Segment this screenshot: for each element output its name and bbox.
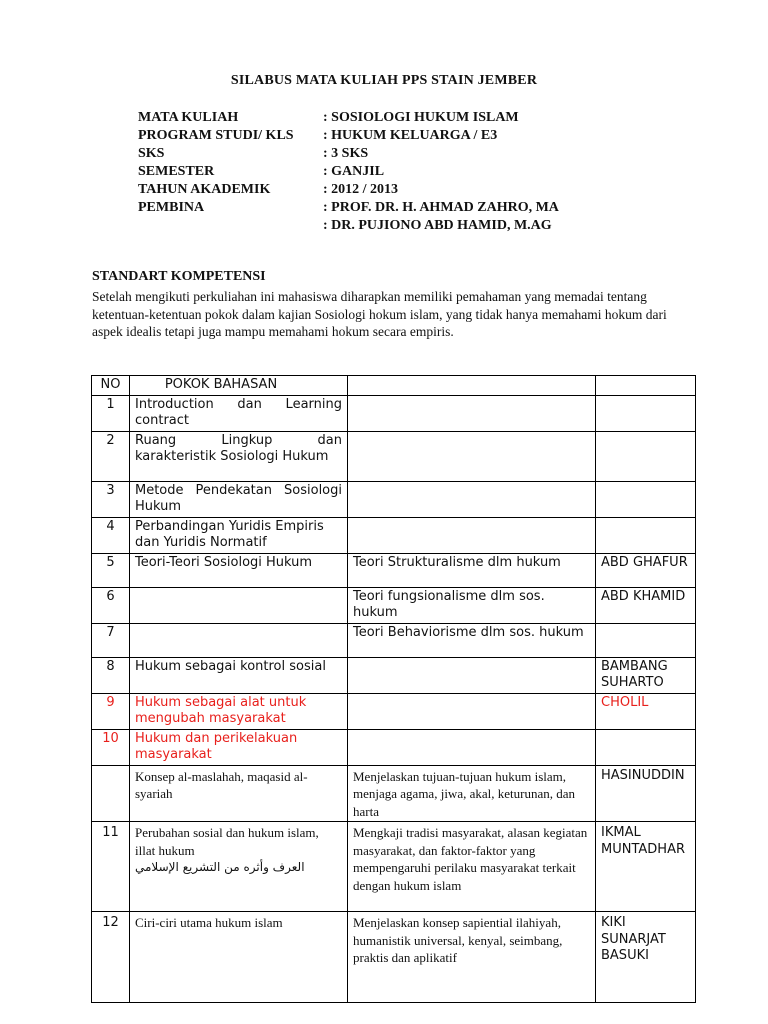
row-detail [348, 431, 596, 481]
header-no: NO [92, 376, 130, 396]
header-presenter [596, 376, 696, 396]
info-label: SEMESTER [138, 164, 215, 179]
table-row [92, 395, 696, 431]
row-topic: Ciri-ciri utama hukum islam [130, 912, 348, 1003]
row-detail [348, 395, 596, 431]
row-presenter [596, 623, 696, 657]
row-detail [348, 517, 596, 553]
row-detail [348, 481, 596, 517]
row-presenter [596, 481, 696, 517]
table-row-highlighted [92, 693, 696, 729]
info-row-semester [138, 163, 559, 181]
row-topic: Hukum sebagai alat untuk mengubah masyarakat [130, 693, 348, 729]
row-no: 5 [92, 553, 130, 587]
row-presenter [596, 517, 696, 553]
row-topic: Perbandingan Yuridis Empiris dan Yuridis Normatif [130, 517, 348, 553]
row-no: 12 [92, 912, 130, 1003]
info-label: TAHUN AKADEMIK [138, 182, 271, 197]
info-label: PEMBINA [138, 200, 205, 215]
row-topic-arabic: العرف وأثره من التشريع الإسلامي [135, 860, 305, 874]
info-label: MATA KULIAH [138, 110, 239, 125]
row-presenter: KIKI SUNARJAT BASUKI [596, 912, 696, 1003]
row-presenter: CHOLIL [596, 693, 696, 729]
header-topic: POKOK BAHASAN [130, 376, 348, 396]
info-row-sks [138, 145, 559, 163]
row-no: 1 [92, 395, 130, 431]
row-no [92, 765, 130, 822]
info-value: : SOSIOLOGI HUKUM ISLAM [323, 110, 519, 125]
info-value: : 2012 / 2013 [323, 182, 399, 197]
table-row [92, 623, 696, 657]
row-presenter [596, 395, 696, 431]
row-no: 10 [92, 729, 130, 765]
row-topic: Introduction dan Learning contract [130, 395, 348, 431]
info-row-pembina [138, 199, 559, 217]
row-detail: Menjelaskan tujuan-tujuan hukum islam, menjaga agama, jiwa, akal, keturunan, dan harta [348, 765, 596, 822]
section-title: STANDART KOMPETENSI [92, 269, 266, 284]
row-presenter: ABD GHAFUR [596, 553, 696, 587]
row-presenter: IKMAL MUNTADHAR [596, 822, 696, 912]
row-topic [130, 587, 348, 623]
row-no: 7 [92, 623, 130, 657]
row-topic: Konsep al-maslahah, maqasid al-syariah [130, 765, 348, 822]
info-row-program-studi [138, 127, 559, 145]
header-detail [348, 376, 596, 396]
row-no: 4 [92, 517, 130, 553]
row-no: 8 [92, 657, 130, 693]
row-topic: Hukum sebagai kontrol sosial [130, 657, 348, 693]
row-topic [130, 623, 348, 657]
table-row [92, 587, 696, 623]
row-presenter: HASINUDDIN [596, 765, 696, 822]
row-no: 2 [92, 431, 130, 481]
table-row [92, 431, 696, 481]
info-row-pembina-2 [138, 217, 559, 235]
row-topic: Metode Pendekatan Sosiologi Hukum [130, 481, 348, 517]
info-label: PROGRAM STUDI/ KLS [138, 128, 294, 143]
row-topic: Teori-Teori Sosiologi Hukum [130, 553, 348, 587]
info-value: : GANJIL [323, 164, 385, 179]
table-row [92, 822, 696, 912]
info-value: : PROF. DR. H. AHMAD ZAHRO, MA [323, 200, 559, 215]
row-no: 3 [92, 481, 130, 517]
row-detail: Menjelaskan konsep sapiential ilahiyah, humanistik universal, kenyal, seimbang, praktis dan aplikatif [348, 912, 596, 1003]
row-detail: Teori Behaviorisme dlm sos. hukum [348, 623, 596, 657]
row-detail [348, 729, 596, 765]
row-presenter [596, 431, 696, 481]
table-row [92, 553, 696, 587]
row-detail [348, 693, 596, 729]
row-presenter: ABD KHAMID [596, 587, 696, 623]
table-row-highlighted [92, 729, 696, 765]
info-value: : DR. PUJIONO ABD HAMID, M.AG [323, 218, 552, 233]
row-detail: Mengkaji tradisi masyarakat, alasan kegiatan masyarakat, dan faktor-faktor yang mempengaruhi perilaku masyarakat terkait dengan hukum islam [348, 822, 596, 912]
row-presenter [596, 729, 696, 765]
info-row-tahun-akademik [138, 181, 559, 199]
info-value: : HUKUM KELUARGA / E3 [323, 128, 498, 143]
document-title: SILABUS MATA KULIAH PPS STAIN JEMBER [230, 73, 538, 88]
row-presenter: BAMBANG SUHARTO [596, 657, 696, 693]
row-topic: Hukum dan perikelakuan masyarakat [130, 729, 348, 765]
table-row [92, 657, 696, 693]
course-info [138, 109, 559, 235]
row-detail [348, 657, 596, 693]
row-topic: Ruang Lingkup dan karakteristik Sosiologi Hukum [130, 431, 348, 481]
row-no: 6 [92, 587, 130, 623]
info-value: : 3 SKS [323, 146, 369, 161]
row-topic-cell [130, 822, 348, 912]
row-no: 9 [92, 693, 130, 729]
section-body: Setelah mengikuti perkuliahan ini mahasiswa diharapkan memiliki pemahaman yang memadai tentang ketentuan-ketentuan pokok dalam kajian Sosiologi hokum islam, yang tidak hanya memahami hokum dari aspek idealis tetapi juga mampu memahami hokum secara empiris. [92, 289, 667, 339]
row-topic: Perubahan sosial dan hukum islam, illat hukum [135, 825, 319, 858]
table-row [92, 765, 696, 822]
info-label: SKS [138, 146, 165, 161]
info-row-mata-kuliah [138, 109, 559, 127]
table-row [92, 481, 696, 517]
table-header-row [92, 376, 696, 396]
table-row [92, 517, 696, 553]
row-no: 11 [92, 822, 130, 912]
row-detail: Teori fungsionalisme dlm sos. hukum [348, 587, 596, 623]
table-row [92, 912, 696, 1003]
syllabus-table [91, 375, 696, 1003]
row-detail: Teori Strukturalisme dlm hukum [348, 553, 596, 587]
